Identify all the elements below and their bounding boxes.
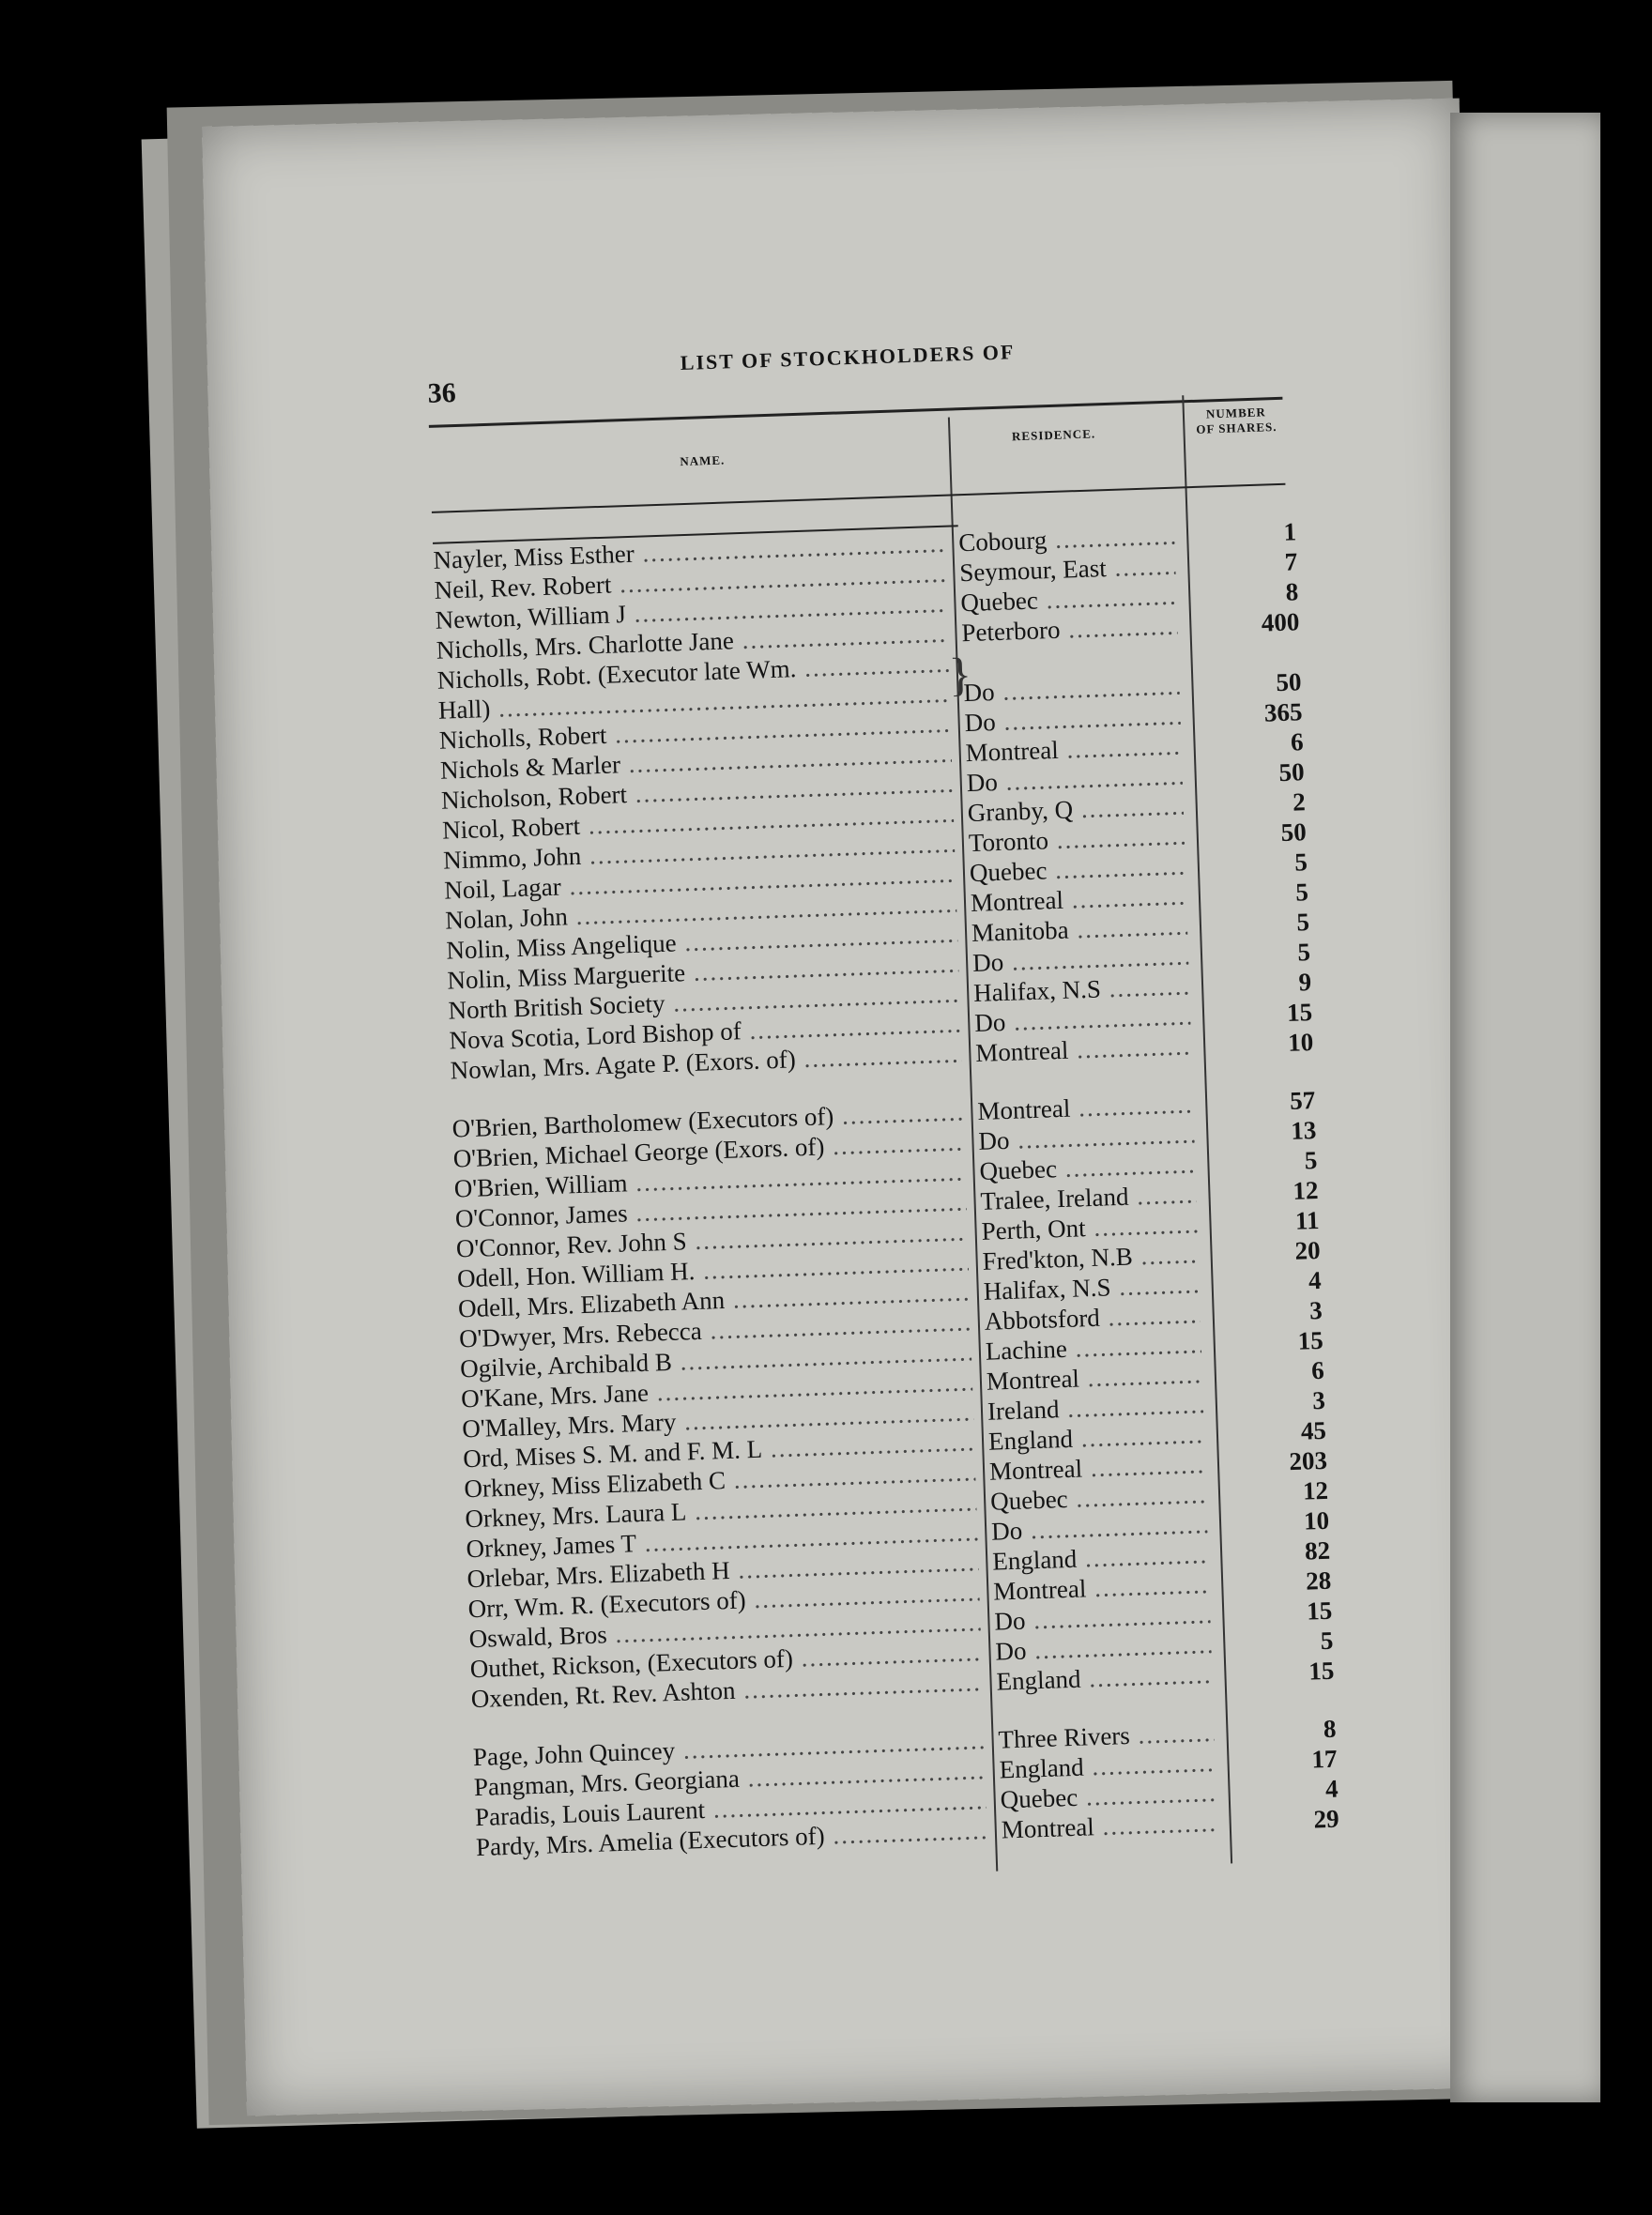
stockholder-name: Nichols & Marler ..... [440,739,953,786]
stockholder-name: Pangman, Mrs. Georgiana ..... [473,1755,986,1802]
stockholder-residence: Granby, Q ..... [967,791,1184,829]
stockholder-shares: 15 [1308,1656,1335,1686]
stockholder-name: Nimmo, John ..... [443,829,956,876]
stockholder-shares: 365 [1263,697,1303,727]
stockholder-residence: Montreal ..... [971,880,1187,918]
stockholder-name: Neil, Rev. Robert ..... [434,558,946,605]
stockholder-shares: 5 [1293,848,1308,877]
stockholder-shares: 5 [1294,878,1309,907]
stockholder-name: Orkney, Mrs. Laura L ..... [465,1487,977,1534]
stockholder-shares: 5 [1296,938,1311,967]
stockholder-residence: Do ..... [974,1001,1191,1038]
stockholder-shares: 15 [1306,1596,1333,1626]
stockholder-name: Noil, Lagar ..... [444,859,956,906]
stockholder-shares: 12 [1302,1475,1329,1505]
stockholder-table [433,516,1349,1862]
stockholder-shares: 400 [1261,607,1300,637]
stockholder-shares: 29 [1313,1804,1340,1834]
stockholder-residence: Montreal ..... [986,1359,1202,1397]
stockholder-shares: 3 [1308,1295,1323,1325]
stockholder-shares: 10 [1303,1505,1330,1535]
stockholder-shares: 12 [1292,1175,1319,1205]
stockholder-residence: Three Rivers ..... [998,1718,1215,1755]
stockholder-residence: Montreal ..... [975,1031,1192,1068]
stockholder-residence: Montreal ..... [965,731,1182,769]
stockholder-shares: 4 [1324,1774,1339,1804]
stockholder-name: Orr, Wm. R. (Executors of) ..... [467,1577,980,1624]
stockholder-residence: Cobourg ..... [958,521,1175,558]
grouping-brace: } [948,647,972,701]
stockholder-shares: 15 [1297,1325,1324,1355]
stockholder-shares: 10 [1287,1028,1314,1057]
stockholder-name: Nolin, Miss Angelique ..... [446,919,958,966]
stockholder-name: O'Dwyer, Mrs. Rebecca ..... [459,1306,971,1353]
stockholder-name: Newton, William J ..... [435,588,947,635]
stockholder-shares: 5 [1295,908,1310,937]
stockholder-residence: Do ..... [963,671,1180,709]
stockholder-shares: 203 [1288,1445,1328,1476]
stockholder-name: O'Brien, Bartholomew (Executors of) ..... [451,1096,964,1143]
stockholder-residence: Do ..... [994,1599,1211,1637]
stockholder-residence: Do ..... [995,1629,1212,1667]
stockholder-name: Nayler, Miss Esther ..... [433,528,945,575]
stockholder-residence: Seymour, East ..... [959,551,1176,588]
stockholder-shares: 45 [1300,1415,1327,1445]
stockholder-shares: 2 [1292,787,1307,817]
stockholder-residence: Ireland ..... [987,1389,1203,1427]
stockholder-name: Outhet, Rickson, (Executors of) ..... [469,1637,982,1684]
stockholder-residence: Halifax, N.S ..... [973,970,1190,1008]
stockholder-residence: Peterboro ..... [961,611,1178,649]
stockholder-residence: Montreal ..... [993,1569,1210,1607]
stockholder-shares: 6 [1310,1355,1325,1385]
stockholder-name: Nicholson, Robert ..... [441,769,954,816]
stockholder-name: O'Malley, Mrs. Mary ..... [462,1397,974,1444]
stockholder-shares: 11 [1294,1205,1320,1235]
stockholder-residence: Perth, Ont ..... [981,1209,1198,1246]
stockholder-name: O'Brien, Michael George (Exors. of) ..... [452,1126,965,1173]
stockholder-name: Nowlan, Mrs. Agate P. (Exors. of) ..... [450,1038,962,1085]
stockholder-name: Oswald, Bros ..... [468,1607,981,1654]
stockholder-residence: Montreal ..... [989,1449,1206,1487]
stockholder-name: O'Connor, James ..... [454,1186,967,1233]
stockholder-shares: 8 [1285,577,1299,606]
stockholder-residence: Quebec ..... [960,581,1177,619]
stockholder-name: Oxenden, Rt. Rev. Ashton ..... [470,1667,983,1714]
stockholder-name: Nicholls, Mrs. Charlotte Jane ..... [436,619,948,665]
stockholder-shares: 13 [1290,1115,1317,1145]
stockholder-name: Nolan, John ..... [445,889,957,936]
page-number: 36 [427,376,457,409]
stockholder-name: North British Society ..... [448,979,960,1026]
stockholder-name: Nicholls, Robt. (Executor late Wm. ..... [436,649,949,695]
stockholder-name: O'Brien, William ..... [453,1156,966,1203]
stockholder-residence: Abbotsford ..... [984,1299,1201,1337]
stockholder-name: Nova Scotia, Lord Bishop of ..... [449,1009,961,1056]
stockholder-name: Nolin, Miss Marguerite ..... [447,949,959,996]
stockholder-shares: 28 [1305,1566,1332,1596]
column-header-shares-line1: NUMBER [1205,405,1267,421]
stockholder-residence: Lachine ..... [985,1329,1201,1367]
stockholder-residence: Quebec ..... [990,1479,1207,1517]
stockholder-name: Page, John Quincey ..... [472,1725,985,1772]
facing-page-edge [1450,113,1600,2102]
stockholder-shares: 8 [1323,1714,1337,1744]
stockholder-name: Orlebar, Mrs. Elizabeth H ..... [467,1547,979,1594]
stockholder-residence: Manitoba ..... [971,910,1188,948]
stockholder-shares: 57 [1289,1086,1316,1115]
column-header-name: NAME. [680,452,726,469]
stockholder-residence: Halifax, N.S ..... [983,1269,1200,1306]
stockholder-residence: Quebec ..... [969,850,1185,888]
stockholder-residence: England ..... [992,1539,1209,1577]
stockholder-residence: Quebec ..... [979,1149,1196,1186]
stockholder-residence: England ..... [999,1748,1216,1785]
stockholder-shares: 1 [1283,517,1297,546]
stockholder-residence: England ..... [996,1659,1213,1697]
stockholder-name: Odell, Hon. William H. ..... [456,1246,969,1293]
stockholder-shares: 50 [1280,817,1308,848]
stockholder-shares: 6 [1290,727,1305,756]
stockholder-name: Ord, Mises S. M. and F. M. L ..... [463,1427,975,1474]
stockholder-name: Odell, Mrs. Elizabeth Ann ..... [458,1276,971,1323]
stockholder-shares: 3 [1311,1385,1326,1415]
stockholder-shares: 20 [1294,1235,1322,1265]
stockholder-shares: 15 [1286,998,1313,1027]
stockholder-residence: Do ..... [966,761,1183,799]
stockholder-name: Paradis, Louis Laurent ..... [475,1785,987,1832]
column-header-shares [1180,404,1293,437]
stockholder-name: Pardy, Mrs. Amelia (Executors of) ..... [476,1815,988,1862]
column-header-shares-line2: OF SHARES. [1196,419,1277,436]
stockholder-shares: 50 [1278,757,1306,787]
stockholder-name: O'Connor, Rev. John S ..... [455,1216,968,1263]
stockholder-name: Ogilvie, Archibald B ..... [460,1337,972,1383]
stockholder-name: Hall) ..... [437,679,950,726]
stockholder-residence: Montreal ..... [1001,1808,1217,1845]
stockholder-shares: 5 [1304,1145,1318,1175]
stockholder-shares: 50 [1275,667,1302,697]
stockholder-residence: Quebec ..... [1000,1778,1216,1815]
column-header-residence: RESIDENCE. [1011,426,1096,444]
stockholder-shares: 82 [1304,1535,1331,1566]
stockholder-residence: Do ..... [972,940,1189,978]
stockholder-shares: 4 [1308,1265,1323,1295]
stockholder-residence: Do ..... [964,701,1181,739]
stockholder-residence: Do ..... [978,1119,1195,1156]
stockholder-name: Orkney, Miss Elizabeth C ..... [464,1457,976,1504]
stockholder-residence: Montreal ..... [977,1089,1194,1126]
stockholder-shares: 7 [1284,547,1298,576]
stockholder-name: O'Kane, Mrs. Jane ..... [461,1367,973,1413]
stockholder-residence: Tralee, Ireland ..... [980,1179,1197,1216]
stockholder-name: Nicholls, Robert ..... [438,709,951,756]
stockholder-shares: 9 [1298,968,1312,997]
stockholder-shares: 17 [1311,1744,1338,1774]
stockholder-residence: Do ..... [991,1509,1208,1547]
stockholder-residence: Fred'kton, N.B ..... [982,1239,1199,1276]
stockholder-residence: Toronto ..... [968,820,1185,858]
stockholder-name: Nicol, Robert ..... [442,799,955,846]
stockholder-name: Orkney, James T ..... [466,1517,978,1564]
stockholder-shares: 5 [1320,1626,1334,1656]
stockholder-residence: England ..... [988,1419,1205,1457]
running-head: LIST OF STOCKHOLDERS OF [680,340,1016,374]
